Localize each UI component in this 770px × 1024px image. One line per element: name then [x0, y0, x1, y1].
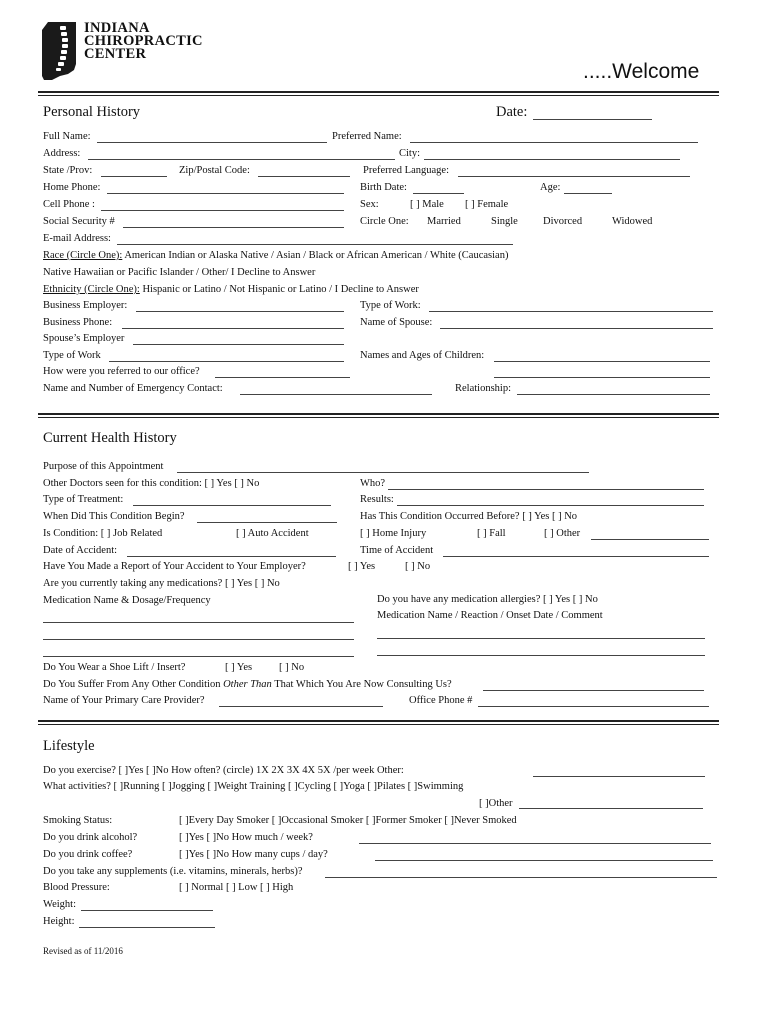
home-phone-field[interactable] — [107, 193, 344, 194]
revised-date: Revised as of 11/2016 — [43, 946, 123, 956]
fall-checkbox[interactable]: [ ] Fall — [477, 528, 506, 539]
smoking-label: Smoking Status: — [43, 815, 113, 826]
health-history-heading: Current Health History — [43, 430, 177, 446]
exercise-question[interactable]: Do you exercise? [ ]Yes [ ]No How often? (circle) 1X 2X 3X 4X 5X /per week Other: — [43, 765, 404, 776]
sex-label: Sex: — [360, 199, 379, 210]
lifestyle-heading: Lifestyle — [43, 738, 95, 754]
address-label: Address: — [43, 148, 81, 159]
ethnicity-options[interactable]: Hispanic or Latino / Not Hispanic or Latino / I Decline to Answer — [139, 284, 419, 295]
results-label: Results: — [360, 494, 394, 505]
coffee-label: Do you drink coffee? — [43, 849, 133, 860]
ssn-field[interactable] — [123, 227, 344, 228]
preferred-name-field[interactable] — [410, 142, 698, 143]
other-condition-field[interactable] — [591, 539, 709, 540]
primary-care-label: Name of Your Primary Care Provider? — [43, 695, 205, 706]
business-employer-label: Business Employer: — [43, 300, 128, 311]
zip-field[interactable] — [258, 176, 350, 177]
business-phone-label: Business Phone: — [43, 317, 113, 328]
coffee-options[interactable]: [ ]Yes [ ]No How many cups / day? — [179, 849, 328, 860]
race-options[interactable]: American Indian or Alaska Native / Asian / Black or African American / White (Caucasian) — [122, 250, 509, 261]
other-doctors-question[interactable]: Other Doctors seen for this condition: [ ] Yes [ ] No — [43, 478, 260, 489]
weight-field[interactable] — [81, 910, 213, 911]
date-accident-field[interactable] — [127, 556, 336, 557]
address-field[interactable] — [88, 159, 395, 160]
email-field[interactable] — [117, 244, 513, 245]
home-phone-label: Home Phone: — [43, 182, 101, 193]
emergency-contact-field[interactable] — [240, 394, 432, 395]
welcome-title: .....Welcome — [583, 60, 700, 83]
relationship-field[interactable] — [517, 394, 710, 395]
activities-other-field[interactable] — [519, 808, 703, 809]
smoking-options[interactable]: [ ]Every Day Smoker [ ]Occasional Smoker [ ]Former Smoker [ ]Never Smoked — [179, 815, 517, 826]
divider-personal — [38, 413, 719, 418]
report-yes-checkbox[interactable]: [ ] Yes — [348, 561, 376, 572]
supplements-field[interactable] — [325, 877, 717, 878]
children-field-2[interactable] — [494, 377, 710, 378]
business-employer-field[interactable] — [136, 311, 344, 312]
birth-date-field[interactable] — [413, 193, 464, 194]
coffee-amount-field[interactable] — [375, 860, 713, 861]
logo-line-1: INDIANA — [84, 20, 150, 36]
date-field[interactable] — [533, 119, 652, 120]
female-checkbox[interactable]: [ ] Female — [465, 199, 509, 210]
report-no-checkbox[interactable]: [ ] No — [405, 561, 431, 572]
cell-phone-label: Cell Phone : — [43, 199, 95, 210]
city-label: City: — [399, 148, 421, 159]
name-of-spouse-field[interactable] — [440, 328, 713, 329]
email-label: E-mail Address: — [43, 233, 111, 244]
age-label: Age: — [540, 182, 561, 193]
state-label: State /Prov: — [43, 165, 93, 176]
date-accident-label: Date of Accident: — [43, 545, 118, 556]
supplements-question: Do you take any supplements (i.e. vitamins, minerals, herbs)? — [43, 866, 303, 877]
weight-label: Weight: — [43, 899, 76, 910]
emergency-contact-label: Name and Number of Emergency Contact: — [43, 383, 223, 394]
other-condition-answer[interactable] — [483, 690, 704, 691]
treatment-label: Type of Treatment: — [43, 494, 124, 505]
alcohol-options[interactable]: [ ]Yes [ ]No How much / week? — [179, 832, 313, 843]
auto-accident-checkbox[interactable]: [ ] Auto Accident — [236, 528, 309, 539]
medication-line-2[interactable] — [43, 639, 354, 640]
activities-question[interactable]: What activities? [ ]Running [ ]Jogging [ ]Weight Training [ ]Cycling [ ]Yoga [ ]Pilates [ ]Swimming — [43, 781, 464, 792]
height-label: Height: — [43, 916, 75, 927]
race-label: Race (Circle One): — [43, 250, 123, 261]
type-of-work-field[interactable] — [429, 311, 713, 312]
age-field[interactable] — [564, 193, 612, 194]
divorced-option[interactable]: Divorced — [543, 216, 583, 227]
allergy-line-2[interactable] — [377, 655, 705, 656]
primary-care-field[interactable] — [219, 706, 383, 707]
married-option[interactable]: Married — [427, 216, 461, 227]
alcohol-label: Do you drink alcohol? — [43, 832, 138, 843]
type-of-work-label: Type of Work: — [360, 300, 421, 311]
medication-name-label: Medication Name & Dosage/Frequency — [43, 595, 211, 606]
treatment-field[interactable] — [133, 505, 331, 506]
full-name-label: Full Name: — [43, 131, 91, 142]
state-field[interactable] — [101, 176, 167, 177]
shoe-no-checkbox[interactable]: [ ] No — [279, 662, 305, 673]
purpose-field[interactable] — [177, 472, 589, 473]
blood-pressure-options[interactable]: [ ] Normal [ ] Low [ ] High — [179, 882, 294, 893]
preferred-name-label: Preferred Name: — [332, 131, 402, 142]
ethnicity-label: Ethnicity (Circle One): — [43, 284, 140, 295]
shoe-yes-checkbox[interactable]: [ ] Yes — [225, 662, 253, 673]
ssn-label: Social Security # — [43, 216, 115, 227]
other-condition-question: Do You Suffer From Any Other Condition Other Than That Which You Are Now Consulting Us? — [43, 679, 452, 690]
height-field[interactable] — [79, 927, 215, 928]
office-phone-field[interactable] — [478, 706, 709, 707]
allergy-columns-label: Medication Name / Reaction / Onset Date / Comment — [377, 610, 603, 621]
race-options-2[interactable]: Native Hawaiian or Pacific Islander / Other/ I Decline to Answer — [43, 267, 316, 278]
children-field[interactable] — [494, 361, 710, 362]
activities-other-checkbox[interactable]: [ ]Other — [479, 798, 513, 809]
who-field[interactable] — [388, 489, 704, 490]
when-begin-label: When Did This Condition Begin? — [43, 511, 185, 522]
preferred-language-field[interactable] — [458, 176, 690, 177]
occurred-before-question[interactable]: Has This Condition Occurred Before? [ ] Yes [ ] No — [360, 511, 578, 522]
divider-health — [38, 720, 719, 725]
allergies-question[interactable]: Do you have any medication allergies? [ ] Yes [ ] No — [377, 594, 598, 605]
full-name-field[interactable] — [97, 142, 327, 143]
name-of-spouse-label: Name of Spouse: — [360, 317, 433, 328]
cell-phone-field[interactable] — [101, 210, 344, 211]
type-of-work-2-label: Type of Work — [43, 350, 101, 361]
alcohol-amount-field[interactable] — [359, 843, 711, 844]
job-related-checkbox[interactable]: Is Condition: [ ] Job Related — [43, 528, 163, 539]
who-label: Who? — [360, 478, 386, 489]
blood-pressure-label: Blood Pressure: — [43, 882, 110, 893]
indiana-state-spine-icon — [38, 20, 80, 82]
time-accident-label: Time of Accident — [360, 545, 434, 556]
referred-field[interactable] — [215, 377, 350, 378]
preferred-language-label: Preferred Language: — [363, 165, 449, 176]
male-checkbox[interactable]: [ ] Male — [410, 199, 444, 210]
spouse-employer-field[interactable] — [133, 344, 344, 345]
widowed-option[interactable]: Widowed — [612, 216, 653, 227]
birth-date-label: Birth Date: — [360, 182, 407, 193]
logo — [38, 20, 208, 82]
results-field[interactable] — [397, 505, 704, 506]
personal-history-heading: Personal History — [43, 104, 141, 120]
zip-label: Zip/Postal Code: — [179, 165, 250, 176]
divider-top — [38, 91, 719, 96]
logo-line-3: CENTER — [84, 46, 147, 62]
logo-line-2: CHIROPRACTIC — [84, 33, 203, 49]
date-label: Date: — [496, 104, 528, 120]
type-of-work-2-field[interactable] — [109, 361, 344, 362]
city-field[interactable] — [424, 159, 680, 160]
medications-question[interactable]: Are you currently taking any medications? [ ] Yes [ ] No — [43, 578, 280, 589]
time-accident-field[interactable] — [443, 556, 709, 557]
office-phone-label: Office Phone # — [409, 695, 473, 706]
referred-label: How were you referred to our office? — [43, 366, 200, 377]
purpose-label: Purpose of this Appointment — [43, 461, 164, 472]
exercise-other-field[interactable] — [533, 776, 705, 777]
relationship-label: Relationship: — [455, 383, 511, 394]
single-option[interactable]: Single — [491, 216, 518, 227]
when-begin-field[interactable] — [197, 522, 337, 523]
home-injury-checkbox[interactable]: [ ] Home Injury — [360, 528, 427, 539]
other-checkbox[interactable]: [ ] Other — [544, 528, 581, 539]
report-question: Have You Made a Report of Your Accident to Your Employer? — [43, 561, 306, 572]
circle-one-label: Circle One: — [360, 216, 409, 227]
business-phone-field[interactable] — [122, 328, 344, 329]
spouse-employer-label: Spouse’s Employer — [43, 333, 125, 344]
shoe-lift-question: Do You Wear a Shoe Lift / Insert? — [43, 662, 186, 673]
medication-line-1[interactable] — [43, 622, 354, 623]
allergy-line-1[interactable] — [377, 638, 705, 639]
children-label: Names and Ages of Children: — [360, 350, 485, 361]
medication-line-3[interactable] — [43, 656, 354, 657]
